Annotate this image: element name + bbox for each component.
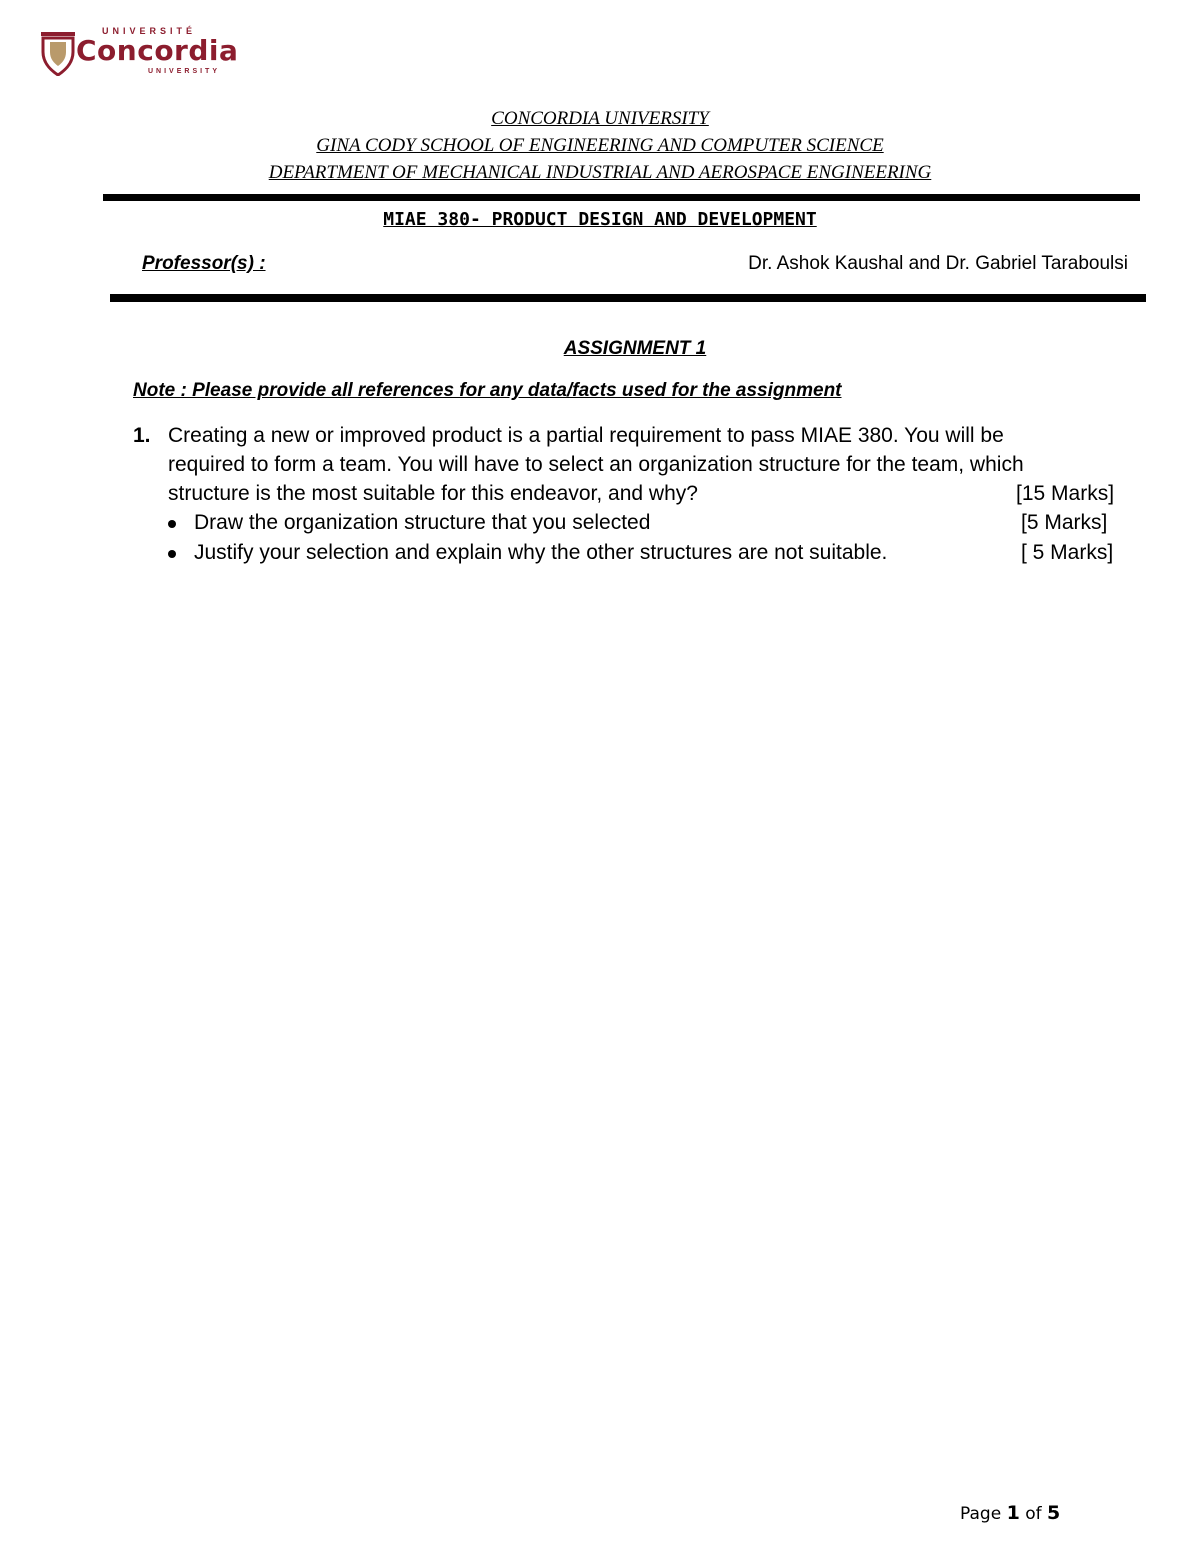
logo-top-text: UNIVERSITÉ	[102, 26, 197, 36]
bullet-icon	[168, 550, 176, 558]
page-current: 1	[1006, 1502, 1020, 1524]
bullet-item-justify-marks: [ 5 Marks]	[1021, 541, 1114, 564]
university-logo	[38, 26, 243, 80]
question-line-2: required to form a team. You will have to select an organization structure for the team, which	[168, 453, 1024, 476]
bullet-item-draw-marks: [5 Marks]	[1021, 511, 1108, 534]
page-total: 5	[1047, 1502, 1061, 1524]
bullet-icon	[168, 520, 176, 528]
professor-names: Dr. Ashok Kaushal and Dr. Gabriel Taraboulsi	[748, 253, 1128, 274]
question-line-3: structure is the most suitable for this endeavor, and why?	[168, 482, 698, 505]
professor-label: Professor(s) :	[142, 253, 266, 274]
header-university: CONCORDIA UNIVERSITY	[491, 108, 709, 129]
page-number	[960, 1502, 1060, 1524]
of-word: of	[1025, 1504, 1042, 1524]
page-word: Page	[960, 1504, 1002, 1524]
question-marks: [15 Marks]	[1016, 482, 1115, 505]
course-title: MIAE 380- PRODUCT DESIGN AND DEVELOPMENT	[383, 209, 817, 230]
logo-bottom-text: UNIVERSITY	[148, 68, 221, 75]
header-department: DEPARTMENT OF MECHANICAL INDUSTRIAL AND AEROSPACE ENGINEERING	[268, 162, 932, 183]
crest-icon	[38, 28, 78, 76]
logo-name: Concordia	[76, 34, 239, 67]
question-line-1: Creating a new or improved product is a partial requirement to pass MIAE 380. You will be	[168, 424, 1004, 447]
header-rule-top	[103, 194, 1140, 201]
bullet-item-justify: Justify your selection and explain why the other structures are not suitable.	[194, 541, 888, 564]
question-number: 1.	[133, 424, 151, 447]
assignment-title: ASSIGNMENT 1	[563, 338, 707, 359]
header-rule-bottom	[110, 294, 1146, 302]
bullet-item-draw: Draw the organization structure that you selected	[194, 511, 651, 534]
header-school: GINA CODY SCHOOL OF ENGINEERING AND COMPUTER SCIENCE	[316, 135, 884, 156]
assignment-note: Note : Please provide all references for any data/facts used for the assignment	[133, 380, 842, 401]
